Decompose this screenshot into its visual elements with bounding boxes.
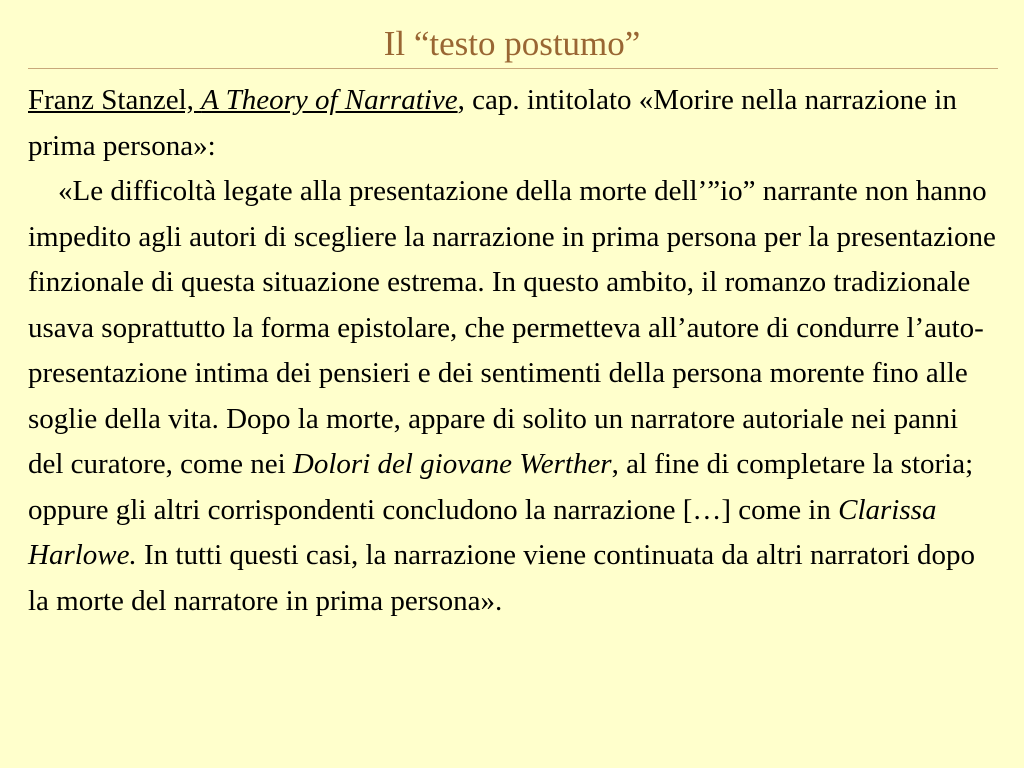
slide-title: Il “testo postumo” xyxy=(383,24,641,63)
citation-paragraph xyxy=(28,78,1000,169)
title-divider xyxy=(28,68,998,69)
citation-reference xyxy=(28,84,458,116)
citation-book-title: A Theory of Narrative xyxy=(201,84,458,116)
citation-chapter: , cap. intitolato «Morire nella narrazione in prima persona»: xyxy=(28,84,957,162)
citation-author: Franz Stanzel, xyxy=(28,84,202,116)
quote-work-clarissa: Clarissa Harlowe. xyxy=(28,493,937,571)
quote-text-3: In tutti questi casi, la narrazione viene continuata da altri narratori dopo la morte del narratore in prima persona». xyxy=(28,539,976,617)
quote-text-1: «Le difficoltà legate alla presentazione della morte dell’”io” narrante non hanno impedito agli autori di scegliere la narrazione in prima persona per la presentazione finzionale di questa situazione estrema. In questo ambito, il romanzo tradizionale usava soprattutto la forma epistolare, che permetteva all’autore di condurre l’auto-presentazione intima dei pensieri e dei sentimenti della persona morente fino alle soglie della vita. Dopo la morte, appare di solito un narratore autoriale nei panni del curatore, come nei xyxy=(28,175,996,480)
quote-paragraph xyxy=(28,169,1000,624)
quote-work-werther: Dolori del giovane Werther xyxy=(292,448,612,480)
quote-text-2: , al fine di completare la storia; oppure gli altri corrispondenti concludono la narrazione […] come in xyxy=(28,448,974,526)
slide-body xyxy=(28,78,1000,624)
